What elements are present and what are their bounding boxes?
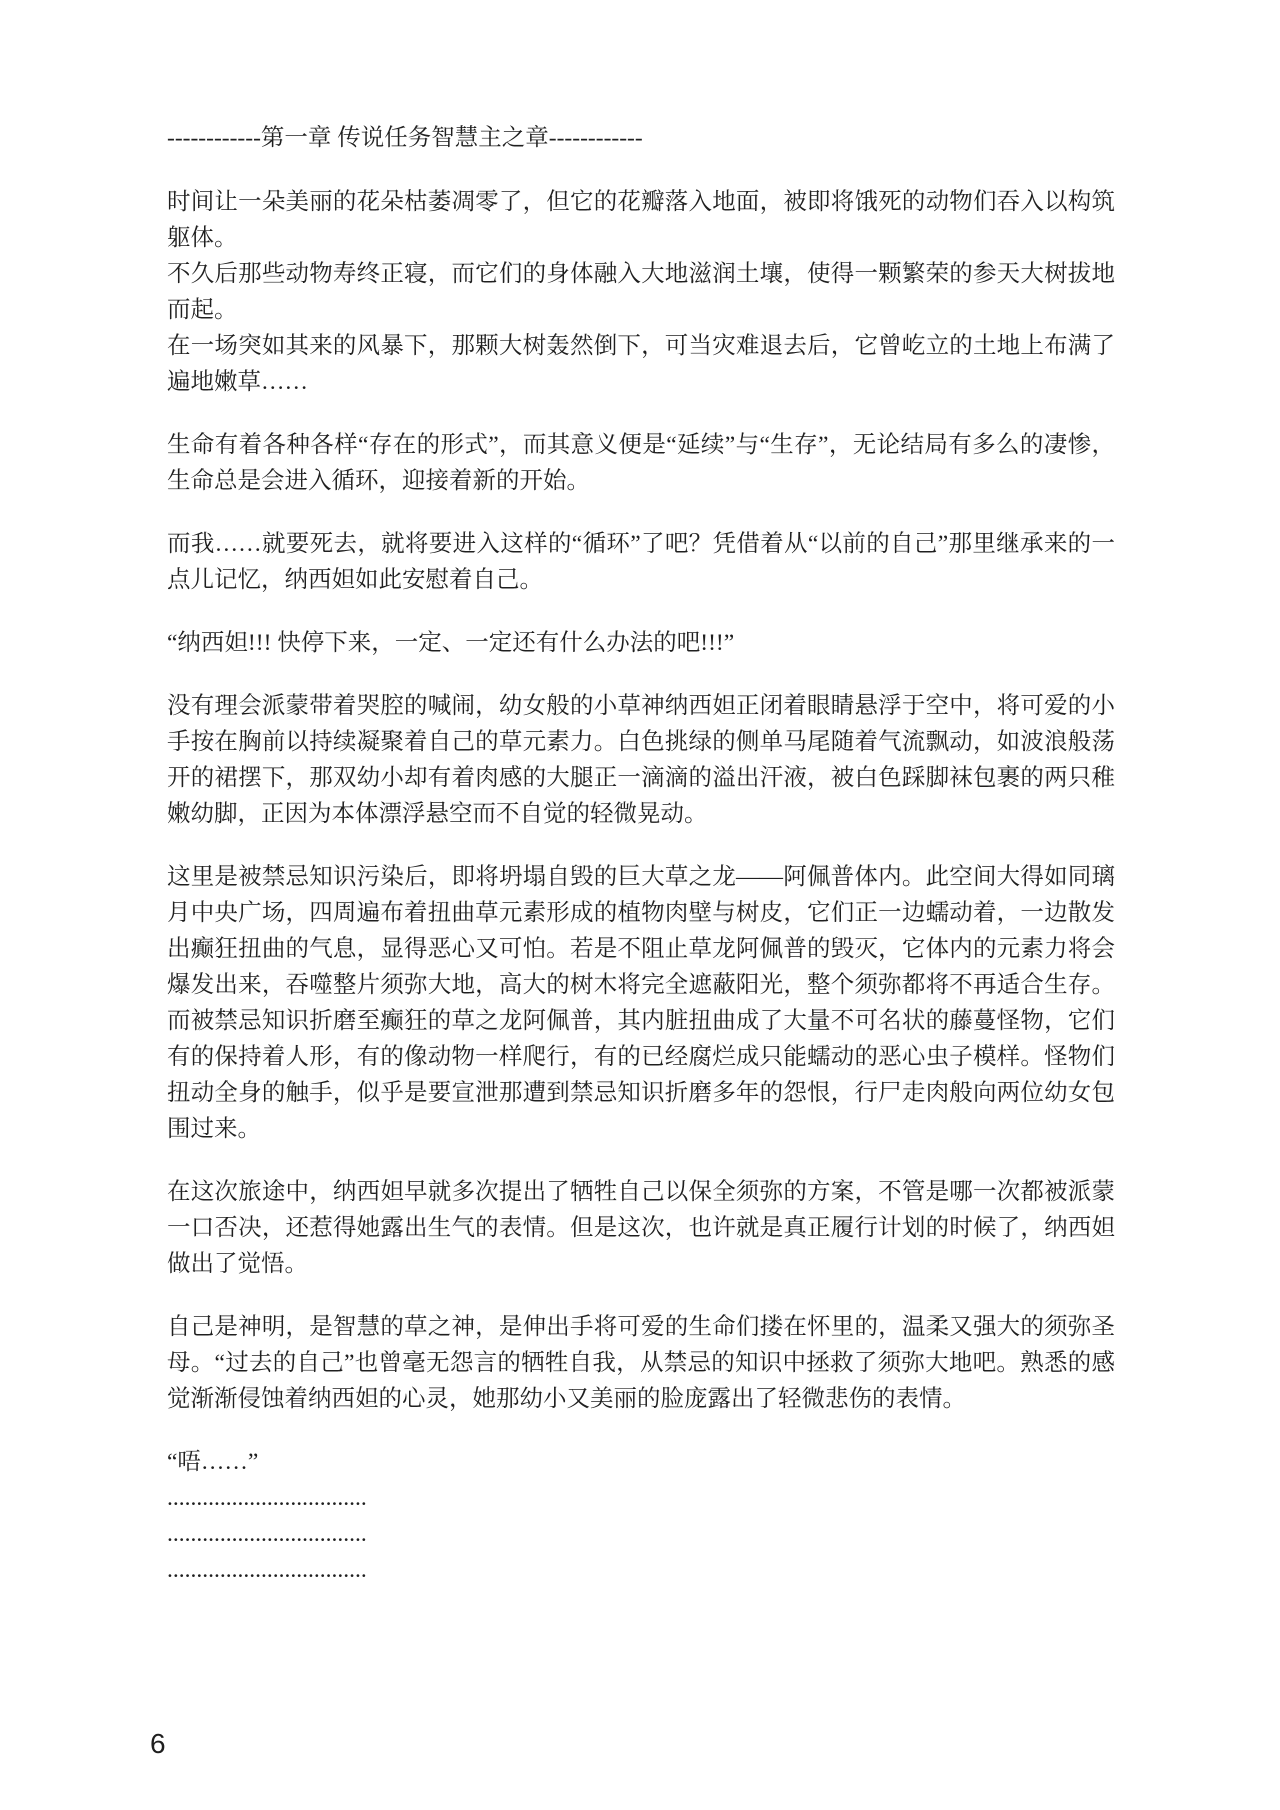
text-block xyxy=(167,526,1115,598)
paragraph-line: .................................. xyxy=(167,1557,367,1583)
paragraph-line: 在一场突如其来的风暴下，那颗大树轰然倒下，可当灾难退去后，它曾屹立的土地上布满了遍地嫩草…… xyxy=(167,333,1115,395)
page-number: 6 xyxy=(150,1728,166,1759)
text-block xyxy=(167,625,1115,661)
paragraph-line: “纳西妲!!! 快停下来，一定、一定还有什么办法的吧!!!” xyxy=(167,630,735,656)
text-block xyxy=(167,184,1115,400)
text-block xyxy=(167,1444,1115,1588)
paragraph-line: 在这次旅途中，纳西妲早就多次提出了牺牲自己以保全须弥的方案，不管是哪一次都被派蒙一口否决，还惹得她露出生气的表情。但是这次，也许就是真正履行计划的时候了，纳西妲做出了觉悟。 xyxy=(167,1179,1115,1277)
text-block xyxy=(167,1174,1115,1282)
paragraph-line: 时间让一朵美丽的花朵枯萎凋零了，但它的花瓣落入地面，被即将饿死的动物们吞入以构筑躯体。 xyxy=(167,189,1115,251)
document-body xyxy=(167,120,1115,1588)
text-block xyxy=(167,859,1115,1147)
text-block xyxy=(167,1309,1115,1417)
paragraph-line: 而我……就要死去，就将要进入这样的“循环”了吧？凭借着从“以前的自己”那里继承来的一点儿记忆，纳西妲如此安慰着自己。 xyxy=(167,531,1115,593)
paragraph-line: 不久后那些动物寿终正寝，而它们的身体融入大地滋润土壤，使得一颗繁荣的参天大树拔地而起。 xyxy=(167,261,1115,323)
paragraph-line: “唔……” xyxy=(167,1449,259,1475)
paragraph-line: .................................. xyxy=(167,1485,367,1511)
paragraph-line: 这里是被禁忌知识污染后，即将坍塌自毁的巨大草之龙——阿佩普体内。此空间大得如同璃月中央广场，四周遍布着扭曲草元素形成的植物肉壁与树皮，它们正一边蠕动着，一边散发出癫狂扭曲的气息，显得恶心又可怕。若是不阻止草龙阿佩普的毁灭，它体内的元素力将会爆发出来，吞噬整片须弥大地，高大的树木将完全遮蔽阳光，整个须弥都将不再适合生存。而被禁忌知识折磨至癫狂的草之龙阿佩普，其内脏扭曲成了大量不可名状的藤蔓怪物，它们有的保持着人形，有的像动物一样爬行，有的已经腐烂成只能蠕动的恶心虫子模样。怪物们扭动全身的触手，似乎是要宣泄那遭到禁忌知识折磨多年的怨恨，行尸走肉般向两位幼女包围过来。 xyxy=(167,864,1115,1142)
chapter-title: ------------第一章 传说任务智慧主之章------------ xyxy=(167,125,643,151)
text-block xyxy=(167,427,1115,499)
paragraph-line: 自己是神明，是智慧的草之神，是伸出手将可爱的生命们搂在怀里的，温柔又强大的须弥圣母。“过去的自己”也曾毫无怨言的牺牲自我，从禁忌的知识中拯救了须弥大地吧。熟悉的感觉渐渐侵蚀着纳西妲的心灵，她那幼小又美丽的脸庞露出了轻微悲伤的表情。 xyxy=(167,1314,1115,1412)
paragraph-line: .................................. xyxy=(167,1521,367,1547)
paragraph-line: 没有理会派蒙带着哭腔的喊闹，幼女般的小草神纳西妲正闭着眼睛悬浮于空中，将可爱的小手按在胸前以持续凝聚着自己的草元素力。白色挑绿的侧单马尾随着气流飘动，如波浪般荡开的裙摆下，那双幼小却有着肉感的大腿正一滴滴的溢出汗液，被白色踩脚袜包裹的两只稚嫩幼脚，正因为本体漂浮悬空而不自觉的轻微晃动。 xyxy=(167,693,1115,827)
text-block xyxy=(167,688,1115,832)
paragraph-line: 生命有着各种各样“存在的形式”，而其意义便是“延续”与“生存”，无论结局有多么的凄惨，生命总是会进入循环，迎接着新的开始。 xyxy=(167,432,1115,494)
